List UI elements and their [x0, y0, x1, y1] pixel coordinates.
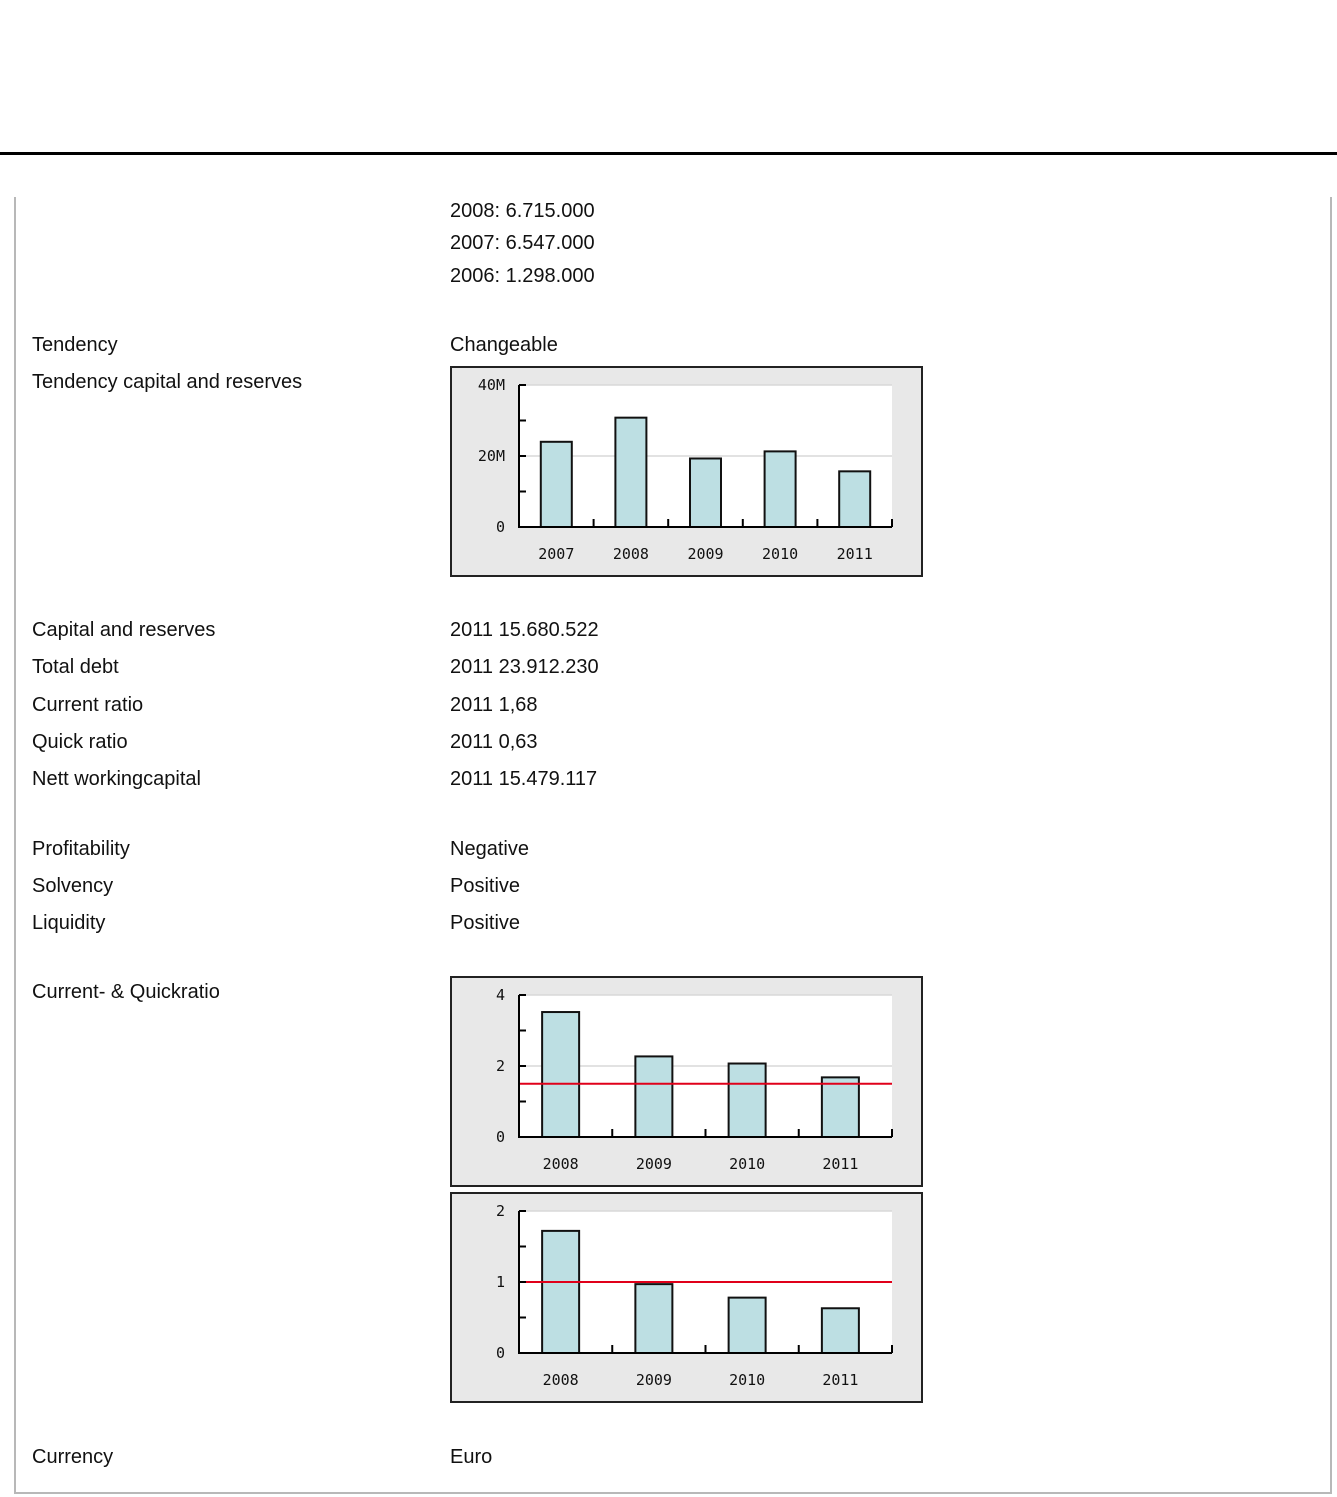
- total-debt-value: 2011 23.912.230: [450, 656, 599, 678]
- y-tick-label: 2: [495, 1202, 505, 1220]
- nett-workingcapital-label: Nett workingcapital: [32, 768, 201, 790]
- x-tick-label: 2008: [612, 545, 649, 563]
- bar-2011: [822, 1308, 859, 1353]
- bar-2008: [542, 1231, 579, 1353]
- bar-2008: [615, 418, 646, 527]
- liquidity-label: Liquidity: [32, 912, 106, 934]
- profitability-label: Profitability: [32, 838, 130, 860]
- bar-2008: [542, 1012, 579, 1137]
- bar-2007: [541, 442, 572, 527]
- x-tick-label: 2011: [822, 1155, 859, 1173]
- quick-ratio-chart-svg: [452, 1194, 921, 1401]
- quick-ratio-chart: [450, 1192, 923, 1403]
- bar-2010: [729, 1298, 766, 1353]
- x-tick-label: 2008: [542, 1155, 579, 1173]
- y-tick-label: 0: [495, 1128, 505, 1146]
- x-tick-label: 2009: [635, 1371, 672, 1389]
- x-tick-label: 2009: [687, 545, 724, 563]
- header-divider: [0, 152, 1337, 155]
- liquidity-value: Positive: [450, 912, 521, 934]
- x-tick-label: 2010: [729, 1371, 766, 1389]
- x-tick-label: 2007: [538, 545, 575, 563]
- y-tick-label: 0: [495, 518, 505, 536]
- y-tick-label: 20M: [477, 447, 505, 465]
- current-ratio-label: Current ratio: [32, 694, 144, 716]
- bar-2011: [839, 471, 870, 527]
- quick-ratio-value: 2011 0,63: [450, 731, 538, 753]
- x-tick-label: 2010: [729, 1155, 766, 1173]
- current-ratio-chart-svg: [452, 978, 921, 1185]
- x-tick-label: 2011: [822, 1371, 859, 1389]
- tendency-value: Changeable: [450, 334, 558, 356]
- bar-2010: [729, 1064, 766, 1137]
- x-tick-label: 2008: [542, 1371, 579, 1389]
- solvency-label: Solvency: [32, 875, 114, 897]
- quick-ratio-label: Quick ratio: [32, 731, 128, 753]
- currency-value: Euro: [450, 1446, 493, 1468]
- y-tick-label: 2: [495, 1057, 505, 1075]
- tendency-label: Tendency: [32, 334, 118, 356]
- capital-value: 2011 15.680.522: [450, 619, 599, 641]
- profitability-value: Negative: [450, 838, 529, 860]
- currency-label: Currency: [32, 1446, 114, 1468]
- capital-chart: [450, 366, 923, 577]
- x-tick-label: 2011: [836, 545, 873, 563]
- y-tick-label: 0: [495, 1344, 505, 1362]
- ratio-charts-label: Current- & Quickratio: [32, 981, 220, 1003]
- nett-workingcapital-value: 2011 15.479.117: [450, 768, 598, 790]
- tendency-capital-label: Tendency capital and reserves: [32, 371, 303, 393]
- bar-2009: [635, 1056, 672, 1137]
- current-ratio-value: 2011 1,68: [450, 694, 538, 716]
- bar-2009: [690, 458, 721, 527]
- history-line-2007: 2007: 6.547.000: [450, 232, 595, 254]
- bar-2011: [822, 1077, 859, 1137]
- y-tick-label: 40M: [477, 376, 505, 394]
- capital-chart-svg: [452, 368, 921, 575]
- current-ratio-chart: [450, 976, 923, 1187]
- solvency-value: Positive: [450, 875, 521, 897]
- x-tick-label: 2010: [762, 545, 799, 563]
- bar-2010: [765, 451, 796, 527]
- capital-label: Capital and reserves: [32, 619, 216, 641]
- y-tick-label: 4: [495, 986, 505, 1004]
- bar-2009: [635, 1284, 672, 1353]
- history-line-2006: 2006: 1.298.000: [450, 265, 595, 287]
- history-line-2008: 2008: 6.715.000: [450, 200, 595, 222]
- y-tick-label: 1: [495, 1273, 505, 1291]
- total-debt-label: Total debt: [32, 656, 119, 678]
- x-tick-label: 2009: [635, 1155, 672, 1173]
